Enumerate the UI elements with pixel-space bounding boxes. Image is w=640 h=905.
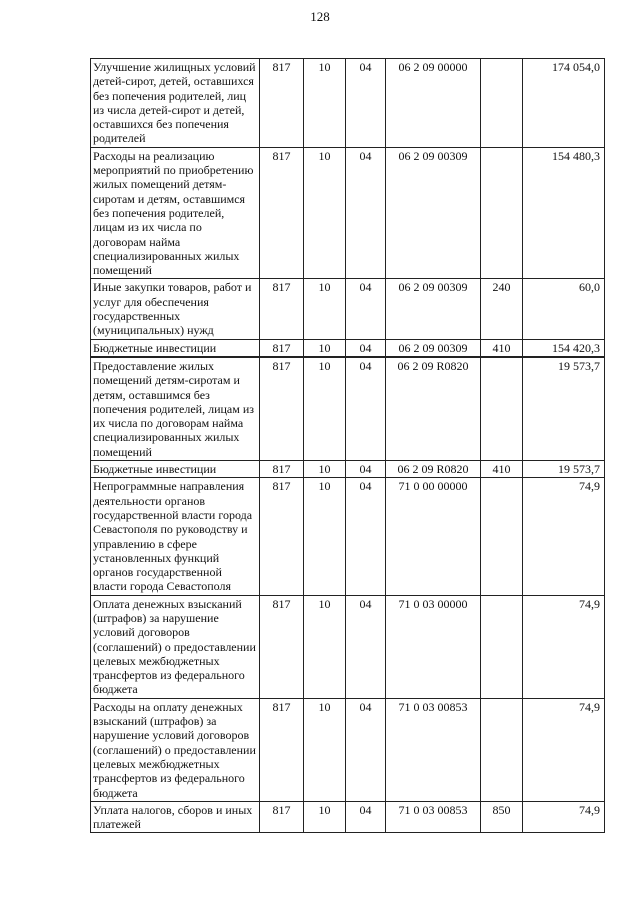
ministry-code-cell: 817 [260,698,304,801]
expense-type-cell: 410 [481,461,523,478]
ministry-code-cell: 817 [260,478,304,595]
expense-type-cell: 850 [481,801,523,833]
section-code-cell: 10 [304,478,346,595]
subsection-code-cell: 04 [346,801,386,833]
expense-type-cell [481,698,523,801]
target-article-cell: 06 2 09 00309 [386,147,481,279]
ministry-code-cell: 817 [260,279,304,339]
target-article-cell: 06 2 09 00309 [386,339,481,357]
target-article-cell: 71 0 03 00000 [386,595,481,698]
section-code-cell: 10 [304,801,346,833]
subsection-code-cell: 04 [346,461,386,478]
section-code-cell: 10 [304,461,346,478]
row-name-cell: Бюджетные инвестиции [91,339,260,357]
target-article-cell: 06 2 09 00000 [386,59,481,148]
target-article-cell: 06 2 09 R0820 [386,357,481,461]
subsection-code-cell: 04 [346,339,386,357]
subsection-code-cell: 04 [346,698,386,801]
table-row [91,801,605,833]
subsection-code-cell: 04 [346,59,386,148]
row-name-cell: Непрограммные направления деятельности органов государственной власти города Севастополя по руководству и управлению в сфере установленных функций органов государственной власти города Севастополя [91,478,260,595]
row-name-cell: Иные закупки товаров, работ и услуг для обеспечения государственных (муниципальных) нужд [91,279,260,339]
table-row [91,339,605,357]
expense-type-cell [481,595,523,698]
table-row [91,698,605,801]
section-code-cell: 10 [304,595,346,698]
amount-cell: 154 420,3 [523,339,605,357]
expense-type-cell: 410 [481,339,523,357]
amount-cell: 19 573,7 [523,461,605,478]
row-name-cell: Улучшение жилищных условий детей-сирот, детей, оставшихся без попечения родителей, лиц из числа детей-сирот и детей, оставшихся без попечения родителей [91,59,260,148]
amount-cell: 19 573,7 [523,357,605,461]
ministry-code-cell: 817 [260,357,304,461]
ministry-code-cell: 817 [260,801,304,833]
target-article-cell: 71 0 03 00853 [386,801,481,833]
subsection-code-cell: 04 [346,357,386,461]
row-name-cell: Расходы на реализацию мероприятий по приобретению жилых помещений детям-сиротам и детям, оставшимся без попечения родителей, лицам из их числа по договорам найма специализированных жилых помещений [91,147,260,279]
ministry-code-cell: 817 [260,147,304,279]
page-number: 128 [310,9,330,24]
expense-type-cell [481,357,523,461]
ministry-code-cell: 817 [260,461,304,478]
row-name-cell: Оплата денежных взысканий (штрафов) за нарушение условий договоров (соглашений) о предоставлении целевых межбюджетных трансфертов из федерального бюджета [91,595,260,698]
row-name-cell: Уплата налогов, сборов и иных платежей [91,801,260,833]
amount-cell: 74,9 [523,478,605,595]
section-code-cell: 10 [304,357,346,461]
target-article-cell: 06 2 09 R0820 [386,461,481,478]
expense-type-cell [481,59,523,148]
amount-cell: 74,9 [523,801,605,833]
expense-type-cell [481,478,523,595]
expense-type-cell [481,147,523,279]
section-code-cell: 10 [304,279,346,339]
subsection-code-cell: 04 [346,595,386,698]
target-article-cell: 71 0 03 00853 [386,698,481,801]
target-article-cell: 71 0 00 00000 [386,478,481,595]
target-article-cell: 06 2 09 00309 [386,279,481,339]
subsection-code-cell: 04 [346,478,386,595]
table-row [91,595,605,698]
expense-type-cell: 240 [481,279,523,339]
amount-cell: 60,0 [523,279,605,339]
amount-cell: 174 054,0 [523,59,605,148]
section-code-cell: 10 [304,147,346,279]
table-row [91,478,605,595]
subsection-code-cell: 04 [346,147,386,279]
section-code-cell: 10 [304,59,346,148]
amount-cell: 74,9 [523,698,605,801]
row-name-cell: Предоставление жилых помещений детям-сиротам и детям, оставшимся без попечения родителей, лицам из их числа по договорам найма специализированных жилых помещений [91,357,260,461]
subsection-code-cell: 04 [346,279,386,339]
table-row [91,461,605,478]
amount-cell: 74,9 [523,595,605,698]
section-code-cell: 10 [304,339,346,357]
section-code-cell: 10 [304,698,346,801]
budget-table [90,58,605,833]
ministry-code-cell: 817 [260,595,304,698]
amount-cell: 154 480,3 [523,147,605,279]
row-name-cell: Бюджетные инвестиции [91,461,260,478]
row-name-cell: Расходы на оплату денежных взысканий (штрафов) за нарушение условий договоров (соглашений) о предоставлении целевых межбюджетных трансфертов из федерального бюджета [91,698,260,801]
table-row [91,279,605,339]
table-row [91,357,605,461]
table-row [91,147,605,279]
ministry-code-cell: 817 [260,339,304,357]
table-row [91,59,605,148]
ministry-code-cell: 817 [260,59,304,148]
